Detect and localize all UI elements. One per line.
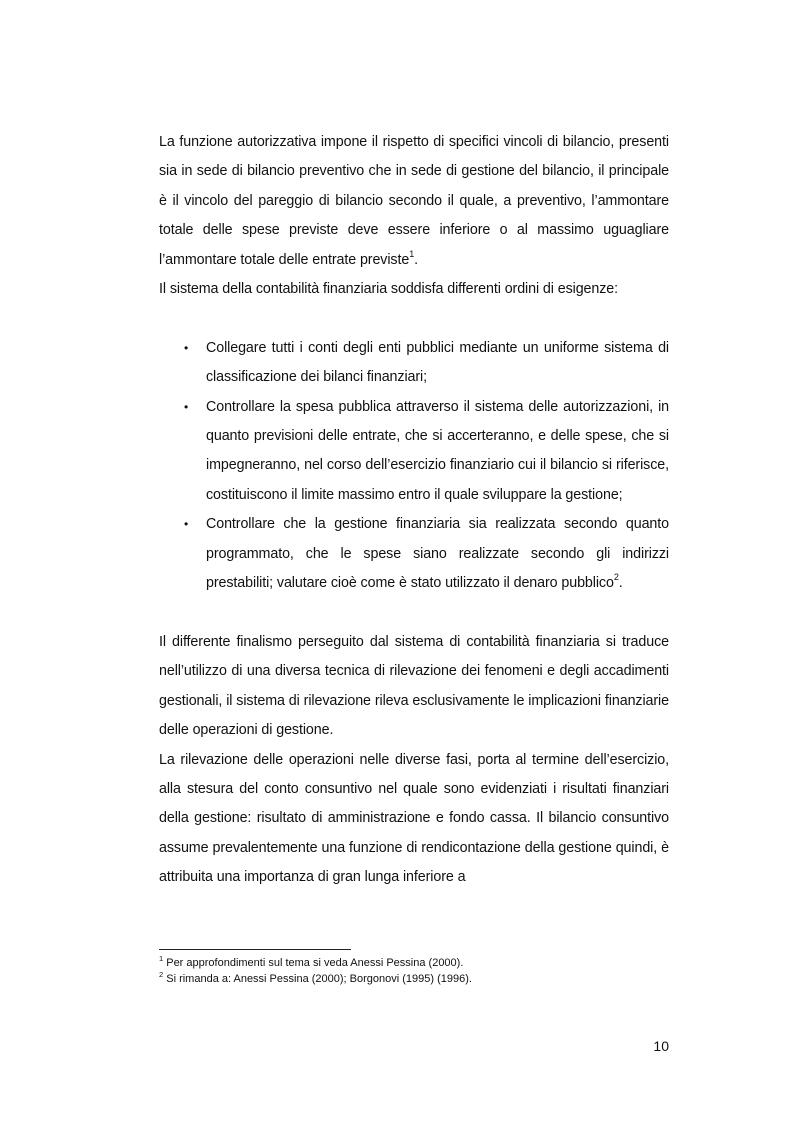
footnote-number: 2 — [159, 970, 164, 980]
list-item — [184, 334, 669, 393]
footnote-separator — [159, 949, 351, 950]
bullet-icon: • — [184, 399, 189, 414]
page-number: 10 — [653, 1038, 669, 1054]
paragraph-end: . — [414, 251, 418, 268]
list-item-text: Controllare che la gestione finanziaria sia realizzata secondo quanto programmato, che le spese siano realizzate secondo gli indirizzi prestabiliti; valutare cioè come è stato utilizzato il denaro pubblico — [206, 516, 669, 592]
list-item — [184, 393, 669, 511]
paragraph-rilevazione: La rilevazione delle operazioni nelle diverse fasi, porta al termine dell’esercizio, alla stesura del conto consuntivo nel quale sono evidenziati i risultati finanziari della gestione: risultato di amministrazione e fondo cassa. Il bilancio consuntivo assume prevalentemente una funzione di rendicontazione della gestione quindi, è attribuita una importanza di gran lunga inferiore a — [159, 751, 669, 886]
paragraph-finalismo: Il differente finalismo perseguito dal sistema di contabilità finanziaria si traduce nell’utilizzo di una diversa tecnica di rilevazione dei fenomeni e degli accadimenti gestionali, il sistema di rilevazione rileva esclusivamente le implicazioni finanziarie delle operazioni di gestione. — [159, 633, 669, 739]
footnote-text: Si rimanda a: Anessi Pessina (2000); Borgonovi (1995) (1996). — [163, 973, 472, 985]
list-item-end: . — [618, 575, 623, 592]
spacer — [159, 598, 669, 627]
paragraph-text: La funzione autorizzativa impone il rispetto di specifici vincoli di bilancio, presenti sia in sede di bilancio preventivo che in sede di gestione del bilancio, il principale è il vincolo del pareggio di bilancio secondo il quale, a preventivo, l’ammontare totale delle spese previste deve essere inferiore o al massimo uguagliare l’ammontare totale delle entrate previste — [159, 134, 669, 268]
paragraph-esigenze-intro: Il sistema della contabilità finanziaria soddisfa differenti ordini di esigenze: — [159, 281, 619, 298]
list-item-text: Controllare la spesa pubblica attraverso il sistema delle autorizzazioni, in quanto previsioni delle entrate, che si accerteranno, e delle spese, che si impegneranno, nel corso dell’esercizio finanziario cui il bilancio si riferisce, costituiscono il limite massimo entro il quale sviluppare la gestione; — [206, 398, 669, 503]
bullet-icon: • — [184, 517, 189, 532]
footnote-text: Per approfondimenti sul tema si veda Anessi Pessina (2000). — [163, 957, 464, 969]
list-item — [184, 510, 669, 598]
list-item-text: Collegare tutti i conti degli enti pubblici mediante un uniforme sistema di classificazione dei bilanci finanziari; — [206, 339, 669, 386]
spacer — [159, 304, 669, 333]
paragraph-vincoli-bilancio — [159, 128, 669, 275]
footnote-2 — [159, 971, 669, 987]
footnote-number: 1 — [159, 954, 164, 964]
footnote-ref-2: 2 — [613, 572, 619, 583]
bullet-list — [159, 334, 669, 599]
footnotes — [159, 955, 669, 987]
footnote-1 — [159, 955, 669, 971]
bullet-icon: • — [184, 340, 189, 355]
body-text — [159, 128, 669, 893]
footnote-ref-1: 1 — [409, 248, 415, 259]
